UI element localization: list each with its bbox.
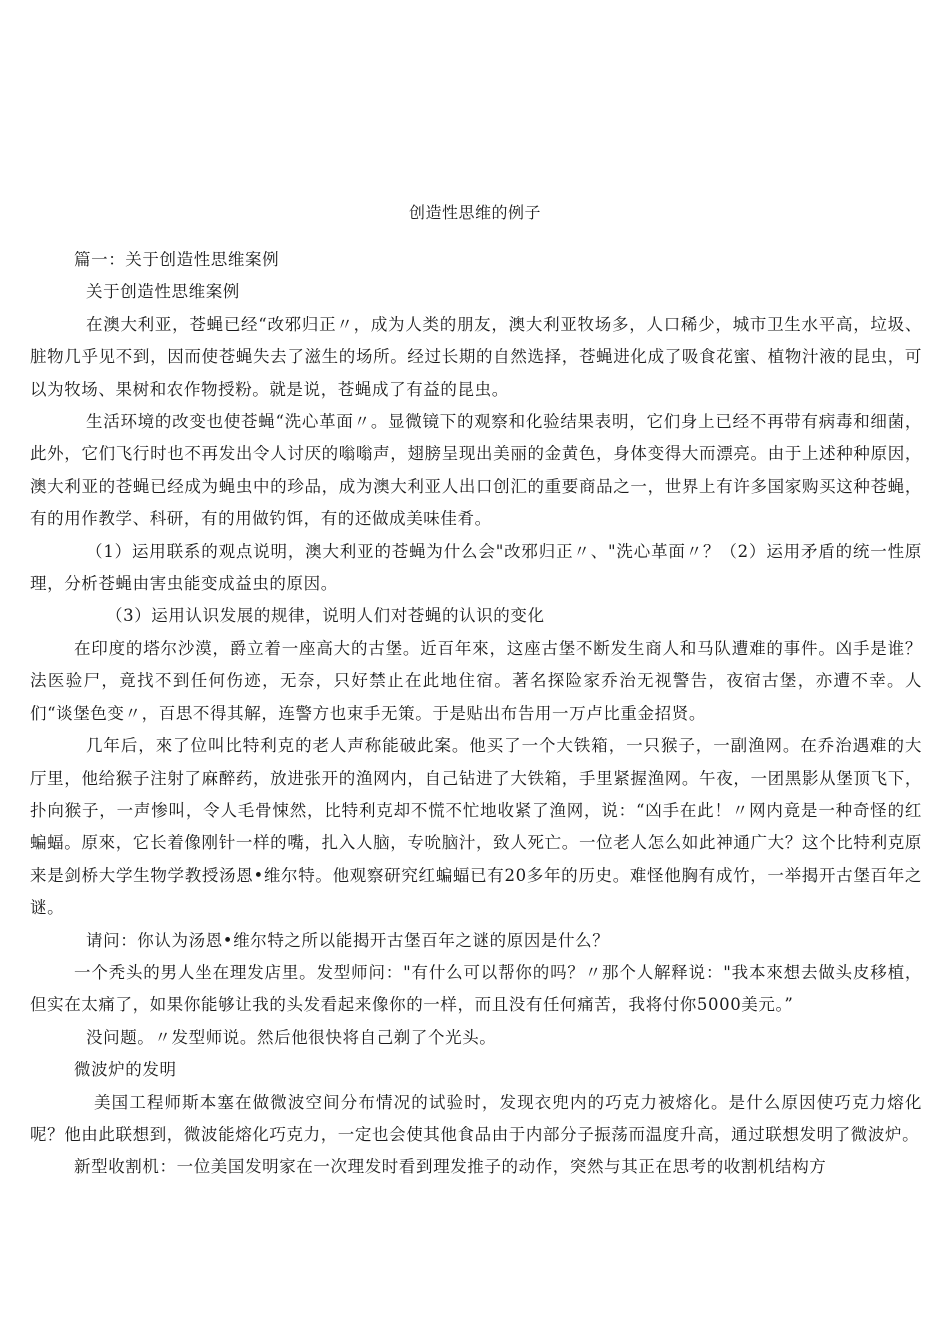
paragraph: 一个秃头的男人坐在理发店里。发型师问："有什么可以帮你的吗？〃那个人解释说："我本來想去做头皮移植，但实在太痛了，如果你能够让我的头发看起来像你的一样，而且没有任何痛苦，我将付你5000美元。” xyxy=(30,962,922,1015)
document-title: 创造性思维的例子 xyxy=(408,203,541,222)
sub-heading: 关于创造性思维案例 xyxy=(86,282,240,302)
question-paragraph: （3）运用认识发展的规律，说明人们对苍蝇的认识的变化 xyxy=(106,606,545,626)
paragraph: 没问题。〃发型师说。然后他很快将自己剃了个光头。 xyxy=(86,1027,497,1047)
section-heading: 篇一：关于创造性思维案例 xyxy=(74,250,280,269)
sub-heading: 微波炉的发明 xyxy=(74,1060,177,1080)
document-body xyxy=(30,244,922,1184)
paragraph: 新型收割机：一位美国发明家在一次理发时看到理发推子的动作，突然与其正在思考的收割机结构方 xyxy=(74,1157,827,1177)
paragraph: 几年后，來了位叫比特利克的老人声称能破此案。他买了一个大铁箱，一只猴子，一副渔网。在乔治遇难的大厅里，他给猴子注射了麻醉药，放进张开的渔网内，自己钻进了大铁箱，手里紧握渔网。午夜，一团黑影从堡顶飞下，扑向猴子，一声惨叫，令人毛骨悚然，比特利克却不慌不忙地收紧了渔网，说：“凶手在此！〃网内竟是一种奇怪的红蝙蝠。原來，它长着像刚针一样的嘴，扎入人脑，专吮脑汁，致人死亡。一位老人怎么如此神通广大？这个比特利克原来是剑桥大学生物学教授汤恩•维尔特。他观察研究红蝙蝠已有20多年的历史。难怪他胸有成竹，一举揭开古堡百年之谜。 xyxy=(30,736,922,918)
paragraph: 生活环境的改变也使苍蝇“洗心革面〃。显微镜下的观察和化验结果表明，它们身上已经不再带有病毒和细菌，此外，它们飞行时也不再发出令人讨厌的嗡嗡声，翅膀呈现出美丽的金黄色，身体变得大而漂亮。由于上述种种原因，澳大利亚的苍蝇已经成为蝇虫中的珍品，成为澳大利亚人出口创汇的重要商品之一，世界上有许多国家购买这种苍蝇，有的用作教学、科研，有的用做钓饵，有的还做成美味佳肴。 xyxy=(30,412,922,529)
paragraph: 在印度的塔尔沙漠，爵立着一座高大的古堡。近百年來，这座古堡不断发生商人和马队遭难的事件。凶手是谁？法医验尸，竟找不到任何伤迹，无奈，只好禁止在此地住宿。著名探险家乔治无视警告，夜宿古堡，亦遭不幸。人们“谈堡色变〃，百思不得其解，连警方也束手无策。于是贴出布告用一万卢比重金招贤。 xyxy=(30,638,922,723)
question-paragraph: 请问：你认为汤恩•维尔特之所以能揭开古堡百年之谜的原因是什么？ xyxy=(86,930,610,950)
paragraph: 在澳大利亚，苍蝇已经“改邪归正〃，成为人类的朋友，澳大利亚牧场多，人口稀少，城市卫生水平高，垃圾、脏物几乎见不到，因而使苍蝇失去了滋生的场所。经过长期的自然选择，苍蝇进化成了吸食花蜜、植物汁液的昆虫，可以为牧场、果树和农作物授粉。就是说，苍蝇成了有益的昆虫。 xyxy=(30,314,922,399)
paragraph: 美国工程师斯本塞在做微波空间分布情况的试验时，发现衣兜内的巧克力被熔化。是什么原因使巧克力熔化呢？他由此联想到，微波能熔化巧克力，一定也会使其他食品由于内部分子振荡而温度升高，通过联想发明了微波炉。 xyxy=(30,1092,922,1144)
question-paragraph: （1）运用联系的观点说明，澳大利亚的苍蝇为什么会"改邪归正〃、"洗心革面〃？（2）运用矛盾的统一性原理，分析苍蝇由害虫能变成益虫的原因。 xyxy=(30,541,922,594)
